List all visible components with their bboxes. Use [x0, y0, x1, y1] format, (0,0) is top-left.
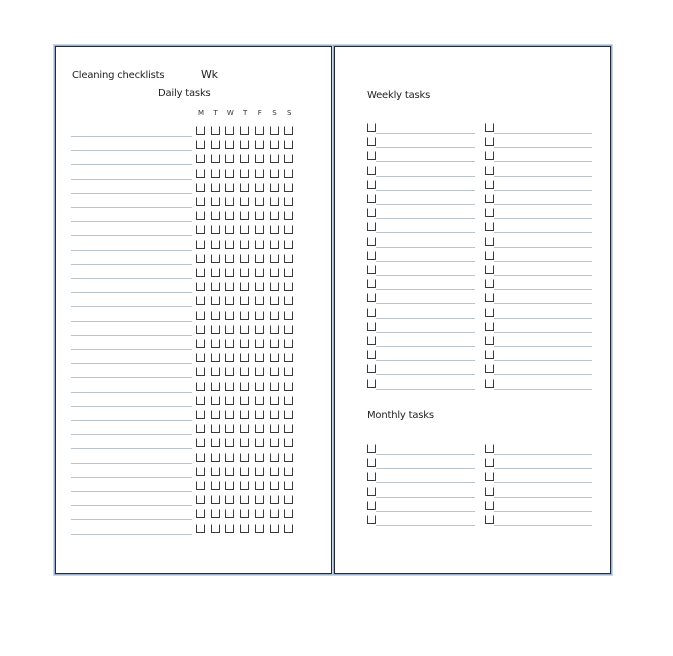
day-checkbox[interactable] [196, 225, 205, 234]
day-checkbox[interactable] [240, 126, 249, 135]
day-checkbox[interactable] [240, 424, 249, 433]
day-checkbox[interactable] [240, 240, 249, 249]
task-item [485, 512, 592, 526]
day-checkbox[interactable] [284, 140, 293, 149]
day-checkbox[interactable] [225, 268, 234, 277]
day-checkbox[interactable] [225, 524, 234, 533]
day-checkbox[interactable] [225, 140, 234, 149]
task-item [367, 512, 475, 526]
day-checkbox[interactable] [270, 453, 279, 462]
day-checkbox[interactable] [284, 396, 293, 405]
day-checkbox[interactable] [211, 282, 220, 291]
day-checkbox[interactable] [270, 211, 279, 220]
day-checkbox[interactable] [240, 325, 249, 334]
day-checkbox[interactable] [284, 339, 293, 348]
monthly-tasks-heading: Monthly tasks [367, 410, 434, 421]
task-checkbox[interactable] [485, 444, 494, 453]
day-checkbox[interactable] [255, 382, 264, 391]
day-checkbox[interactable] [284, 467, 293, 476]
day-checkbox[interactable] [225, 438, 234, 447]
day-checkbox[interactable] [196, 126, 205, 135]
right-page [334, 46, 611, 574]
day-checkbox[interactable] [270, 353, 279, 362]
day-checkbox[interactable] [240, 339, 249, 348]
day-header: S [286, 109, 292, 117]
daily-task-row [56, 137, 331, 151]
daily-task-row [56, 421, 331, 435]
day-checkbox[interactable] [211, 154, 220, 163]
day-header: S [272, 109, 277, 117]
day-checkbox[interactable] [240, 225, 249, 234]
day-checkbox[interactable] [225, 311, 234, 320]
task-checkbox[interactable] [367, 458, 376, 467]
day-checkbox[interactable] [240, 495, 249, 504]
day-checkbox[interactable] [240, 140, 249, 149]
day-checkbox[interactable] [255, 339, 264, 348]
day-checkbox[interactable] [225, 225, 234, 234]
day-checkbox[interactable] [225, 453, 234, 462]
day-checkbox[interactable] [270, 225, 279, 234]
day-checkbox[interactable] [255, 325, 264, 334]
daily-task-row [56, 506, 331, 520]
task-checkbox[interactable] [367, 472, 376, 481]
day-checkbox[interactable] [255, 183, 264, 192]
day-checkbox[interactable] [225, 325, 234, 334]
day-checkbox[interactable] [255, 268, 264, 277]
day-checkbox[interactable] [211, 325, 220, 334]
day-checkbox[interactable] [196, 524, 205, 533]
task-item [367, 469, 475, 483]
day-checkbox[interactable] [255, 211, 264, 220]
day-checkbox[interactable] [225, 254, 234, 263]
day-checkbox[interactable] [284, 126, 293, 135]
day-checkbox[interactable] [225, 396, 234, 405]
day-checkbox[interactable] [240, 367, 249, 376]
day-checkbox[interactable] [196, 140, 205, 149]
day-checkbox[interactable] [284, 410, 293, 419]
day-checkbox[interactable] [284, 438, 293, 447]
day-checkbox[interactable] [270, 254, 279, 263]
day-checkbox[interactable] [284, 382, 293, 391]
day-checkbox[interactable] [211, 453, 220, 462]
day-checkbox[interactable] [225, 183, 234, 192]
day-checkbox[interactable] [270, 169, 279, 178]
task-checkbox[interactable] [367, 501, 376, 510]
task-write-line[interactable] [376, 525, 475, 526]
day-checkbox[interactable] [255, 367, 264, 376]
task-item [485, 498, 592, 512]
day-checkbox[interactable] [196, 268, 205, 277]
daily-task-row [56, 222, 331, 236]
task-checkbox[interactable] [367, 515, 376, 524]
day-checkbox[interactable] [270, 367, 279, 376]
day-checkbox[interactable] [211, 311, 220, 320]
day-checkbox[interactable] [284, 169, 293, 178]
day-checkbox[interactable] [196, 509, 205, 518]
daily-task-row [56, 308, 331, 322]
day-checkbox[interactable] [240, 438, 249, 447]
day-checkbox[interactable] [270, 268, 279, 277]
daily-task-row [56, 237, 331, 251]
daily-tasks-heading: Daily tasks [158, 88, 211, 99]
day-checkbox[interactable] [211, 169, 220, 178]
day-checkbox[interactable] [240, 268, 249, 277]
day-checkbox[interactable] [211, 225, 220, 234]
day-checkbox[interactable] [225, 197, 234, 206]
day-checkbox[interactable] [270, 154, 279, 163]
day-checkbox[interactable] [284, 154, 293, 163]
task-item [367, 455, 475, 469]
day-checkbox[interactable] [270, 140, 279, 149]
day-checkbox[interactable] [284, 282, 293, 291]
day-checkbox[interactable] [284, 311, 293, 320]
day-checkbox[interactable] [196, 240, 205, 249]
daily-task-row [56, 123, 331, 137]
day-checkbox[interactable] [225, 353, 234, 362]
day-checkbox[interactable] [196, 254, 205, 263]
day-checkbox[interactable] [284, 225, 293, 234]
day-checkbox[interactable] [284, 524, 293, 533]
daily-task-row [56, 435, 331, 449]
day-checkbox[interactable] [240, 467, 249, 476]
day-checkbox[interactable] [211, 438, 220, 447]
day-checkbox[interactable] [196, 367, 205, 376]
day-checkbox[interactable] [225, 410, 234, 419]
task-checkbox[interactable] [485, 487, 494, 496]
day-checkbox[interactable] [255, 410, 264, 419]
day-checkbox[interactable] [240, 154, 249, 163]
day-checkbox[interactable] [225, 424, 234, 433]
day-checkbox[interactable] [225, 509, 234, 518]
day-checkbox[interactable] [196, 382, 205, 391]
day-checkbox[interactable] [270, 524, 279, 533]
daily-task-row [56, 208, 331, 222]
day-checkbox[interactable] [225, 126, 234, 135]
day-checkbox[interactable] [270, 240, 279, 249]
day-checkbox[interactable] [240, 197, 249, 206]
day-checkbox[interactable] [211, 424, 220, 433]
day-header: W [226, 109, 234, 117]
day-checkbox[interactable] [211, 367, 220, 376]
day-checkbox[interactable] [225, 240, 234, 249]
day-checkbox[interactable] [240, 410, 249, 419]
day-checkbox[interactable] [225, 382, 234, 391]
daily-task-row [56, 279, 331, 293]
daily-task-row [56, 265, 331, 279]
day-checkbox[interactable] [270, 325, 279, 334]
day-checkbox[interactable] [211, 197, 220, 206]
day-checkbox[interactable] [255, 438, 264, 447]
day-checkbox[interactable] [211, 509, 220, 518]
day-checkbox[interactable] [240, 169, 249, 178]
day-checkbox[interactable] [211, 467, 220, 476]
day-checkbox[interactable] [255, 396, 264, 405]
day-checkbox[interactable] [255, 169, 264, 178]
day-checkbox[interactable] [211, 339, 220, 348]
day-header: F [257, 109, 262, 117]
day-checkbox[interactable] [284, 495, 293, 504]
daily-task-row [56, 194, 331, 208]
weekly-tasks-heading: Weekly tasks [367, 90, 431, 101]
day-checkbox[interactable] [240, 282, 249, 291]
day-checkbox[interactable] [196, 396, 205, 405]
daily-task-row [56, 478, 331, 492]
day-checkbox[interactable] [225, 282, 234, 291]
day-checkbox[interactable] [211, 410, 220, 419]
day-checkbox[interactable] [284, 296, 293, 305]
day-header: M [197, 109, 205, 117]
day-checkbox[interactable] [270, 438, 279, 447]
day-checkbox[interactable] [240, 396, 249, 405]
daily-task-row [56, 293, 331, 307]
day-checkbox[interactable] [240, 509, 249, 518]
daily-task-row [56, 151, 331, 165]
day-checkbox[interactable] [196, 495, 205, 504]
day-checkbox[interactable] [270, 126, 279, 135]
daily-task-row [56, 166, 331, 180]
day-checkbox[interactable] [196, 339, 205, 348]
day-checkbox[interactable] [284, 197, 293, 206]
day-checkbox[interactable] [211, 296, 220, 305]
week-label: Wk [201, 68, 218, 81]
task-checkbox[interactable] [485, 472, 494, 481]
day-checkbox[interactable] [196, 296, 205, 305]
daily-task-row [56, 364, 331, 378]
day-checkbox[interactable] [255, 197, 264, 206]
day-checkbox[interactable] [270, 495, 279, 504]
day-checkbox[interactable] [270, 424, 279, 433]
day-checkbox[interactable] [196, 467, 205, 476]
day-checkbox[interactable] [211, 268, 220, 277]
task-item [485, 441, 592, 455]
day-checkbox[interactable] [196, 211, 205, 220]
day-checkbox[interactable] [255, 140, 264, 149]
day-checkbox[interactable] [284, 268, 293, 277]
day-checkbox[interactable] [284, 325, 293, 334]
task-checkbox[interactable] [485, 515, 494, 524]
daily-task-row [56, 180, 331, 194]
left-page [55, 46, 332, 574]
day-checkbox[interactable] [270, 339, 279, 348]
day-checkbox[interactable] [284, 183, 293, 192]
day-checkbox[interactable] [284, 481, 293, 490]
day-checkbox[interactable] [255, 453, 264, 462]
day-checkbox[interactable] [225, 169, 234, 178]
day-checkbox[interactable] [196, 197, 205, 206]
day-checkbox[interactable] [240, 211, 249, 220]
day-checkbox[interactable] [255, 353, 264, 362]
day-checkbox[interactable] [196, 410, 205, 419]
day-checkbox[interactable] [240, 382, 249, 391]
daily-task-row [56, 521, 331, 535]
day-checkbox[interactable] [255, 495, 264, 504]
day-checkbox[interactable] [196, 353, 205, 362]
day-checkbox[interactable] [211, 524, 220, 533]
day-checkbox[interactable] [270, 467, 279, 476]
day-checkbox[interactable] [284, 211, 293, 220]
day-checkbox[interactable] [255, 126, 264, 135]
day-checkbox[interactable] [211, 183, 220, 192]
day-checkbox[interactable] [225, 495, 234, 504]
day-checkbox[interactable] [284, 367, 293, 376]
task-checkbox[interactable] [485, 501, 494, 510]
day-checkbox[interactable] [240, 353, 249, 362]
day-checkbox[interactable] [225, 154, 234, 163]
day-checkbox[interactable] [196, 453, 205, 462]
day-checkbox[interactable] [255, 225, 264, 234]
task-checkbox[interactable] [485, 458, 494, 467]
day-checkbox[interactable] [284, 254, 293, 263]
day-checkbox[interactable] [270, 396, 279, 405]
daily-task-list [56, 47, 331, 573]
monthly-task-list [335, 47, 610, 573]
task-item [367, 441, 475, 455]
day-checkbox[interactable] [225, 211, 234, 220]
day-checkbox[interactable] [255, 311, 264, 320]
day-checkbox[interactable] [270, 382, 279, 391]
day-checkbox[interactable] [211, 481, 220, 490]
task-checkbox[interactable] [367, 487, 376, 496]
day-checkbox[interactable] [225, 367, 234, 376]
daily-task-row [56, 336, 331, 350]
daily-task-row [56, 322, 331, 336]
day-checkbox[interactable] [196, 169, 205, 178]
daily-task-row [56, 251, 331, 265]
day-checkbox[interactable] [240, 524, 249, 533]
day-checkbox[interactable] [240, 183, 249, 192]
day-checkbox[interactable] [196, 282, 205, 291]
daily-task-row [56, 407, 331, 421]
day-checkbox[interactable] [255, 524, 264, 533]
day-checkbox[interactable] [255, 154, 264, 163]
day-checkbox[interactable] [225, 481, 234, 490]
day-checkbox[interactable] [255, 296, 264, 305]
day-header: T [213, 109, 218, 117]
day-checkbox[interactable] [240, 311, 249, 320]
day-checkbox[interactable] [196, 481, 205, 490]
day-checkbox[interactable] [196, 183, 205, 192]
day-checkbox[interactable] [240, 453, 249, 462]
day-checkbox[interactable] [211, 140, 220, 149]
day-checkbox[interactable] [196, 325, 205, 334]
task-item [485, 469, 592, 483]
day-checkbox[interactable] [284, 240, 293, 249]
day-checkbox[interactable] [284, 424, 293, 433]
day-checkbox[interactable] [270, 282, 279, 291]
day-checkbox[interactable] [211, 353, 220, 362]
day-checkbox[interactable] [240, 296, 249, 305]
day-checkbox[interactable] [270, 410, 279, 419]
day-checkbox[interactable] [270, 296, 279, 305]
day-checkbox[interactable] [270, 183, 279, 192]
daily-task-row [56, 379, 331, 393]
task-write-line[interactable] [71, 534, 192, 535]
day-checkbox[interactable] [284, 453, 293, 462]
day-checkbox[interactable] [270, 311, 279, 320]
task-write-line[interactable] [494, 525, 592, 526]
day-checkbox[interactable] [211, 254, 220, 263]
day-checkbox[interactable] [284, 353, 293, 362]
day-checkbox[interactable] [255, 254, 264, 263]
day-checkbox[interactable] [255, 424, 264, 433]
day-checkbox[interactable] [270, 197, 279, 206]
task-checkbox[interactable] [367, 444, 376, 453]
day-checkbox[interactable] [196, 438, 205, 447]
day-checkbox[interactable] [255, 481, 264, 490]
task-item [367, 484, 475, 498]
day-checkbox[interactable] [225, 339, 234, 348]
day-checkbox[interactable] [196, 311, 205, 320]
day-checkbox[interactable] [284, 509, 293, 518]
day-checkbox[interactable] [211, 396, 220, 405]
day-checkbox[interactable] [255, 282, 264, 291]
day-checkbox[interactable] [255, 509, 264, 518]
daily-task-row [56, 492, 331, 506]
daily-task-row [56, 450, 331, 464]
day-checkbox[interactable] [255, 467, 264, 476]
day-checkbox[interactable] [211, 240, 220, 249]
task-item [367, 498, 475, 512]
day-checkbox[interactable] [211, 211, 220, 220]
day-checkbox[interactable] [240, 254, 249, 263]
day-checkbox[interactable] [255, 240, 264, 249]
day-checkbox[interactable] [270, 481, 279, 490]
day-checkbox[interactable] [240, 481, 249, 490]
task-item [485, 484, 592, 498]
day-checkbox[interactable] [211, 382, 220, 391]
day-checkbox[interactable] [196, 424, 205, 433]
day-checkbox[interactable] [196, 154, 205, 163]
task-item [485, 455, 592, 469]
day-header: T [242, 109, 248, 117]
day-checkbox[interactable] [270, 509, 279, 518]
daily-task-row [56, 350, 331, 364]
daily-task-row [56, 393, 331, 407]
day-checkbox[interactable] [211, 126, 220, 135]
day-checkbox[interactable] [225, 296, 234, 305]
day-checkbox[interactable] [211, 495, 220, 504]
page-title: Cleaning checklists [72, 70, 165, 81]
day-checkbox[interactable] [225, 467, 234, 476]
daily-task-row [56, 464, 331, 478]
